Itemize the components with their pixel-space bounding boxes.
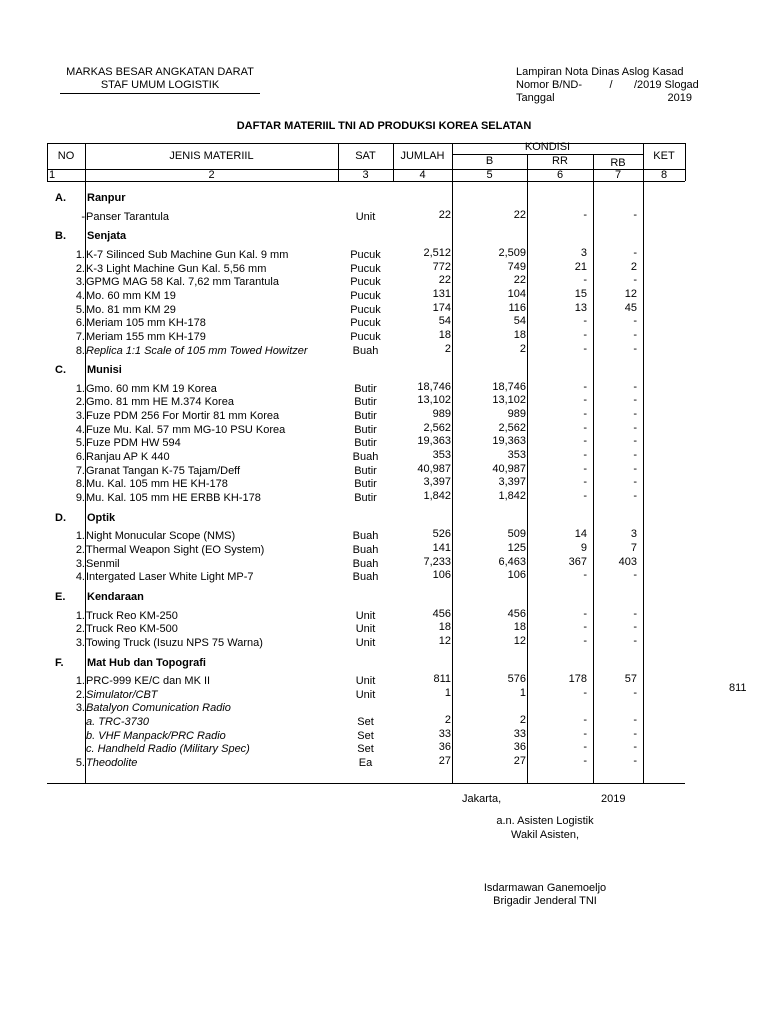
item-rr: - [583,394,587,407]
item-sat: Unit [355,609,376,622]
item-b: 18 [513,328,526,341]
signer-name: Isdarmawan Ganemoeljo [483,882,607,894]
item-rr: 3 [580,246,587,259]
item-name: b. VHF Manpack/PRC Radio [86,729,226,742]
item-no: 1. [75,382,85,395]
item-b: 509 [507,528,526,541]
item-b: 40,987 [492,462,526,475]
col-header-sat: SAT [355,150,376,162]
item-sat: Buah [352,557,379,570]
item-rb: - [633,714,637,727]
item-rr: - [583,408,587,421]
org-line-1: MARKAS BESAR ANGKATAN DARAT [66,66,254,78]
item-name: c. Handheld Radio (Military Spec) [86,743,250,756]
item-b: 2,562 [498,421,526,434]
item-b: 456 [507,607,526,620]
item-jumlah: 2,512 [423,246,451,259]
item-jumlah: 989 [432,408,451,421]
item-rb: - [633,462,637,475]
item-sat: Pucuk [350,276,381,289]
item-rb: - [633,208,637,221]
item-no: 9. [75,492,85,504]
item-sat: Buah [352,451,379,464]
item-sat: Unit [355,688,376,701]
reference-block [516,66,699,105]
item-jumlah: 456 [432,607,451,620]
item-rr: - [583,421,587,434]
footer-line-2: Wakil Asisten, [510,829,580,841]
item-jumlah: 54 [438,315,451,328]
item-rb: 12 [624,287,637,300]
item-no: 3. [75,636,85,649]
item-no: 1. [75,530,85,543]
item-name: Panser Tarantula [86,210,169,223]
col-header-rb: RB [610,157,626,169]
item-jumlah: 12 [438,634,451,647]
item-name: Theodolite [86,757,138,770]
item-no: 6. [75,451,85,464]
item-rr: 21 [574,260,587,273]
section-code: F. [55,656,64,669]
item-rr: - [583,607,587,620]
col-index-2: 2 [208,169,215,181]
item-sat: Set [357,743,374,756]
item-no: 4. [75,289,85,302]
item-b: 36 [513,741,526,754]
section-title: Senjata [87,230,127,243]
item-no: 7. [75,330,85,343]
col-header-jenis: JENIS MATERIIL [169,150,254,162]
item-no: 5. [75,437,85,450]
item-name: Fuze PDM 256 For Mortir 81 mm Korea [86,410,280,423]
item-rb: 57 [624,673,637,686]
col-index-3: 3 [362,169,369,181]
item-jumlah: 811 [433,673,451,686]
footer-line-1: a.n. Asisten Logistik [496,815,594,827]
col-header-jumlah: JUMLAH [400,150,445,162]
item-rr: - [583,686,587,699]
section-code: C. [55,364,66,377]
item-sat: Pucuk [350,303,381,316]
item-no: 2. [75,396,85,409]
item-b: 106 [507,569,526,582]
section-title: Mat Hub dan Topografi [87,656,206,669]
item-jumlah: 1 [444,686,451,699]
item-b: 2 [519,342,526,355]
col-index-1: 1 [49,169,56,181]
item-sat: Unit [355,623,376,636]
item-rr: - [583,315,587,328]
ref-date-label: Tanggal [516,92,555,104]
item-jumlah: 7,233 [423,555,451,568]
item-rb: - [633,435,637,448]
item-rr: - [583,634,587,647]
item-sat: Buah [352,344,379,357]
item-no: 1. [75,609,85,622]
item-rb: - [633,727,637,740]
item-jumlah: 13,102 [417,394,451,407]
item-name: Gmo. 60 mm KM 19 Korea [86,382,217,395]
vline-right [685,143,686,181]
section-code: D. [55,511,66,524]
col-header-rr: RR [552,155,568,167]
section-code: B. [55,230,66,243]
section-code: A. [55,192,66,204]
item-name: Granat Tangan K-75 Tajam/Deff [86,464,241,477]
item-name: K-7 Silinced Sub Machine Gun Kal. 9 mm [86,248,289,261]
item-rr: - [583,621,587,634]
item-name: Fuze Mu. Kal. 57 mm MG-10 PSU Korea [86,423,286,436]
item-name: Mo. 60 mm KM 19 [86,289,176,302]
item-name: Meriam 105 mm KH-178 [86,317,206,330]
item-no: 2. [75,623,85,636]
section-code: E. [55,590,66,603]
item-no: 4. [75,423,85,436]
item-b: 1 [519,686,526,699]
item-sat: Ea [358,757,373,770]
item-rb: - [633,741,637,754]
table-bottom-border [47,783,685,784]
item-no: 5. [75,757,85,770]
item-jumlah: 18 [438,621,451,634]
item-rr: - [583,342,587,355]
item-rr: - [583,714,587,727]
item-jumlah: 772 [432,260,451,273]
item-rb: - [633,569,637,582]
item-sat: Pucuk [350,289,381,302]
col-index-6: 6 [556,169,564,181]
item-rb: 3 [630,528,637,541]
item-jumlah: 19,363 [417,435,451,448]
item-rb: 2 [630,260,637,273]
item-rr: - [583,208,587,221]
item-sat: Unit [355,675,376,688]
item-jumlah: 106 [432,569,451,582]
item-b: 54 [513,315,526,328]
item-rr: - [583,741,587,754]
item-b: 353 [507,449,526,462]
item-sat: Set [357,729,374,742]
item-rb: - [633,408,637,421]
item-jumlah: 36 [438,741,451,754]
col-header-ket: KET [653,150,675,162]
ref-line-3 [516,92,692,105]
item-jumlah: 141 [432,541,451,554]
item-no: 6. [75,317,85,330]
item-no: 2. [75,262,85,275]
item-sat: Set [357,716,374,729]
item-rr: - [583,435,587,448]
item-sat: Pucuk [350,330,381,343]
item-rr: - [583,569,587,582]
item-rr: - [583,380,587,393]
item-name: GPMG MAG 58 Kal. 7,62 mm Tarantula [86,276,279,289]
item-name: Batalyon Comunication Radio [86,702,231,715]
item-sat: Pucuk [350,262,381,275]
item-b: 749 [507,260,526,273]
section-title: Kendaraan [87,590,144,603]
item-b: 116 [508,301,526,314]
item-name: Mu. Kal. 105 mm HE KH-178 [86,478,228,491]
item-sat: Butir [354,464,377,477]
item-jumlah: 2,562 [423,421,451,434]
item-rb: 403 [618,555,637,568]
item-rb: - [633,315,637,328]
item-no: 4. [75,571,85,584]
item-rb: - [633,274,637,287]
item-name: PRC-999 KE/C dan MK II [86,675,211,688]
item-name: Truck Reo KM-500 [86,623,178,636]
item-b: 18 [513,621,526,634]
item-jumlah: 22 [438,208,451,221]
item-no: 3. [75,276,85,289]
item-sat: Butir [354,437,377,450]
item-b: 27 [513,755,526,768]
item-jumlah: 353 [432,449,451,462]
item-sat: Butir [354,382,377,395]
item-b: 989 [507,408,526,421]
item-sat: Unit [355,636,376,649]
item-sat: Pucuk [350,248,381,261]
item-jumlah: 1,842 [423,490,451,502]
item-rb: - [633,394,637,407]
item-jumlah: 526 [432,528,451,541]
item-b: 13,102 [492,394,526,407]
materiil-table [47,143,685,783]
item-rr: 367 [568,555,587,568]
item-rr: - [583,328,587,341]
item-sat: Butir [354,396,377,409]
item-jumlah: 40,987 [417,462,451,475]
item-b: 19,363 [492,435,526,448]
item-rr: 9 [580,541,587,554]
section-title: Ranpur [87,192,126,204]
item-rb: - [633,380,637,393]
item-no: 1. [75,248,85,261]
item-no: 1. [75,675,85,688]
section-title: Optik [87,511,116,524]
item-name: Truck Reo KM-250 [86,609,178,622]
item-b: 104 [507,287,526,300]
item-rr: - [583,462,587,475]
item-name: Ranjau AP K 440 [86,451,170,464]
item-b: 22 [513,274,526,287]
col-header-no: NO [57,150,75,162]
vline-rb [643,143,644,783]
item-sat: Buah [352,571,379,584]
item-b: 6,463 [498,555,526,568]
item-b: 1,842 [498,490,526,502]
item-name: a. TRC-3730 [86,716,149,729]
col-index-5: 5 [486,169,493,181]
item-rr: 14 [574,528,587,541]
item-no: - [81,210,85,223]
col-header-kondisi: KONDISI [524,141,571,153]
item-name: Intergated Laser White Light MP-7 [86,571,254,584]
item-b: 2 [519,714,526,727]
item-rr: - [583,449,587,462]
item-jumlah: 33 [438,727,451,740]
item-no: 7. [75,464,85,477]
section-title: Munisi [87,364,122,377]
item-jumlah: 131 [432,287,451,300]
item-rb: - [633,634,637,647]
item-b: 18,746 [492,380,526,393]
item-rb: - [633,449,637,462]
item-sat: Buah [352,543,379,556]
item-sat: Butir [354,478,377,491]
ref-line-2: Nomor B/ND- / /2019 Slogad [516,79,699,91]
item-no: 3. [75,557,85,570]
item-rb: - [633,476,637,489]
item-name: Meriam 155 mm KH-179 [86,330,206,343]
item-name: K-3 Light Machine Gun Kal. 5,56 mm [86,262,267,275]
item-name: Towing Truck (Isuzu NPS 75 Warna) [86,636,263,649]
item-jumlah: 27 [438,755,451,768]
item-b: 3,397 [498,476,526,489]
col-header-b: B [485,155,494,167]
item-sat: Pucuk [350,317,381,330]
col-index-7: 7 [614,169,622,181]
footer-city: Jakarta, [462,793,502,805]
item-rr: - [583,727,587,740]
item-rb: - [633,621,637,634]
col-index-4: 4 [419,169,426,181]
item-b: 33 [513,727,526,740]
item-sat: Butir [354,492,377,504]
item-b: 22 [513,208,526,221]
item-rb: - [633,421,637,434]
item-no: 8. [75,478,85,491]
item-no: 3. [75,702,85,715]
item-sat: Buah [352,530,379,543]
item-b: 576 [507,673,526,686]
item-sat: Butir [354,410,377,423]
item-jumlah: 2 [444,342,451,355]
item-rb: - [633,328,637,341]
item-rr: - [583,476,587,489]
item-name: Fuze PDM HW 594 [86,437,181,450]
footer-year: 2019 [601,793,626,805]
item-rr: - [583,274,587,287]
item-no: 8. [75,344,85,357]
col-index-8: 8 [660,169,668,181]
ref-date-year: 2019 [667,92,692,104]
item-rb: - [633,246,637,259]
item-name: Thermal Weapon Sight (EO System) [86,543,265,556]
item-b: 125 [507,541,526,554]
item-jumlah: 2 [444,714,451,727]
stray-value: 811 [729,682,747,694]
item-name: Mu. Kal. 105 mm HE ERBB KH-178 [86,492,261,504]
org-header [60,66,260,94]
item-rb: - [633,342,637,355]
item-rb: - [633,607,637,620]
item-rr: 13 [574,301,587,314]
item-jumlah: 18 [438,328,451,341]
item-name: Night Monucular Scope (NMS) [86,530,236,543]
item-jumlah: 22 [438,274,451,287]
item-b: 2,509 [498,246,526,259]
item-no: 5. [75,303,85,316]
ref-line-1: Lampiran Nota Dinas Aslog Kasad [516,66,684,78]
item-jumlah: 174 [432,301,451,314]
item-name: Senmil [86,557,120,570]
item-rb: 45 [624,301,637,314]
item-no: 3. [75,410,85,423]
page-title: DAFTAR MATERIIL TNI AD PRODUKSI KOREA SELATAN [236,120,532,132]
item-rr: 15 [574,287,587,300]
item-rb: 7 [630,541,637,554]
item-no: 2. [75,543,85,556]
item-name: Mo. 81 mm KM 29 [86,303,176,316]
item-sat: Butir [354,423,377,436]
item-name: Gmo. 81 mm HE M.374 Korea [86,396,234,409]
org-line-2: STAF UMUM LOGISTIK [60,79,260,94]
item-rr: - [583,490,587,502]
item-name: Replica 1:1 Scale of 105 mm Towed Howitzer [86,344,308,357]
item-b: 12 [513,634,526,647]
item-jumlah: 18,746 [417,380,451,393]
item-no: 2. [75,688,85,701]
item-rr: - [583,755,587,768]
item-name: Simulator/CBT [86,688,158,701]
item-rb: - [633,755,637,768]
item-sat: Unit [355,210,376,223]
item-rr: 178 [568,673,587,686]
item-rb: - [633,686,637,699]
signer-rank: Brigadir Jenderal TNI [493,895,597,907]
item-jumlah: 3,397 [423,476,451,489]
item-rb: - [633,490,637,502]
